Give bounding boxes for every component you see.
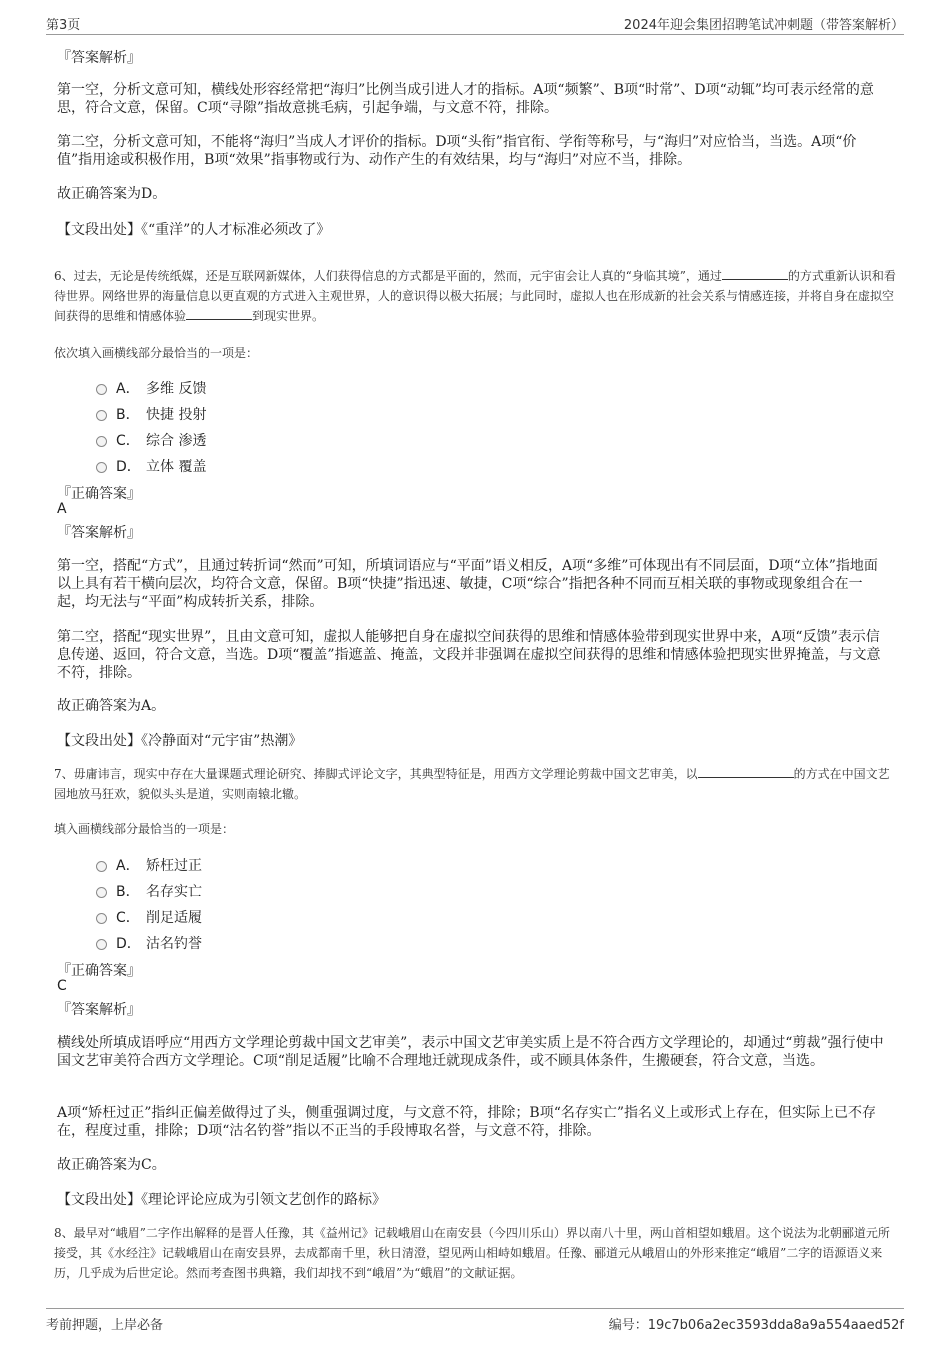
footer-slogan: 考前押题，上岸必备 xyxy=(46,1318,164,1333)
radio-icon[interactable] xyxy=(96,913,107,924)
q7-stem xyxy=(54,764,896,804)
option-letter: C． xyxy=(116,433,140,449)
option-text: 削足适履 xyxy=(146,910,202,926)
radio-icon[interactable] xyxy=(96,384,107,395)
option-text: 名存实亡 xyxy=(146,884,202,900)
option-letter: A． xyxy=(116,381,140,397)
q5-answer-statement: 故正确答案为D。 xyxy=(57,186,167,202)
q7-answer-label: 『正确答案』 xyxy=(57,963,141,979)
q7-prompt: 填入画横线部分最恰当的一项是： xyxy=(54,822,235,836)
q6-prompt: 依次填入画横线部分最恰当的一项是： xyxy=(54,346,259,360)
option-letter: D． xyxy=(116,459,141,475)
q6-blank-1 xyxy=(722,268,788,280)
q5-source: 【文段出处】《“重洋”的人才标准必须改了》 xyxy=(57,222,331,238)
page-number: 第3页 xyxy=(46,18,81,33)
q6-answer-statement: 故正确答案为A。 xyxy=(57,698,166,714)
q6-blank-2 xyxy=(186,308,252,320)
option-letter: D． xyxy=(116,936,141,952)
radio-icon[interactable] xyxy=(96,861,107,872)
q6-stem-part3: 到现实世界。 xyxy=(252,309,325,323)
page-header xyxy=(46,12,904,35)
q6-analysis-label: 『答案解析』 xyxy=(57,525,141,541)
q6-analysis-p2: 第二空，搭配“现实世界”，且由文意可知，虚拟人能够把自身在虚拟空间获得的思维和情感体验带到现实世界中来，A项“反馈”表示信息传递、返回，符合文意，当选。D项“覆盖”指遮盖、掩盖，文段并非强调在虚拟空间获得的思维和情感体验把现实世界掩盖，与文意不符，排除。 xyxy=(57,629,881,681)
q7-answer-statement: 故正确答案为C。 xyxy=(57,1157,166,1173)
option-letter: B． xyxy=(116,407,140,423)
option-text: 快捷 投射 xyxy=(146,407,207,423)
page-footer xyxy=(46,1308,904,1333)
option-letter: B． xyxy=(116,884,140,900)
q8-stem: 8、最早对“峨眉”二字作出解释的是晋人任豫，其《益州记》记载峨眉山在南安县（今四川乐山）界以南八十里，两山首相望如蛾眉。这个说法为北朝郦道元所接受，其《水经注》记载峨眉山在南安县界，去成都南千里，秋日清澄，望见两山相峙如蛾眉。任豫、郦道元从峨眉山的外形来推定“峨眉”二字的语源语义来历，几乎成为后世定论。然而考查图书典籍，我们却找不到“峨眉”为“蛾眉”的文献证据。 xyxy=(54,1226,890,1280)
q5-analysis-p2: 第二空，分析文意可知，不能将“海归”当成人才评价的指标。D项“头衔”指官衔、学衔等称号，与“海归”对应恰当，当选。A项“价值”指用途或积极作用，B项“效果”指事物或行为、动作产生的有效结果，均与“海归”对应不当，排除。 xyxy=(57,134,857,168)
q6-stem xyxy=(54,266,896,326)
option-letter: C． xyxy=(116,910,140,926)
q7-analysis-label: 『答案解析』 xyxy=(57,1002,141,1018)
q6-stem-part1: 6、过去，无论是传统纸媒，还是互联网新媒体，人们获得信息的方式都是平面的，然而，元宇宙会让人真的“身临其境”，通过 xyxy=(54,269,722,283)
q7-stem-part2: 的方式在中国文艺园地放马狂欢，貌似头头是道，实则南辕北辙。 xyxy=(54,767,890,801)
q7-analysis-p2: A项“矫枉过正”指纠正偏差做得过了头，侧重强调过度，与文意不符，排除；B项“名存实亡”指名义上或形式上存在，但实际上已不存在，程度过重，排除；D项“沽名钓誉”指以不正当的手段博取名誉，与文意不符，排除。 xyxy=(57,1105,877,1139)
option-text: 立体 覆盖 xyxy=(146,459,207,475)
q7-blank xyxy=(698,766,794,778)
q6-answer: A xyxy=(57,501,67,517)
option-text: 多维 反馈 xyxy=(146,381,207,397)
radio-icon[interactable] xyxy=(96,939,107,950)
q6-answer-label: 『正确答案』 xyxy=(57,486,141,502)
q5-analysis-label: 『答案解析』 xyxy=(57,50,141,66)
document-title: 2024年迎会集团招聘笔试冲刺题（带答案解析） xyxy=(623,18,904,33)
option-text: 沽名钓誉 xyxy=(146,936,202,952)
document-code: 编号：19c7b06a2ec3593dda8a9a554aaed52f xyxy=(608,1318,904,1333)
q6-analysis-p1: 第一空，搭配“方式”，且通过转折词“然而”可知，所填词语应与“平面”语义相反，A项“多维”可体现出有不同层面，D项“立体”指地面以上具有若干横向层次，均符合文意，保留。B项“快捷”指迅速、敏捷，C项“综合”指把各种不同而互相关联的事物或现象组合在一起，均无法与“平面”构成转折关系，排除。 xyxy=(57,558,878,610)
option-letter: A． xyxy=(116,858,140,874)
radio-icon[interactable] xyxy=(96,887,107,898)
q7-answer: C xyxy=(57,978,67,994)
radio-icon[interactable] xyxy=(96,436,107,447)
option-text: 矫枉过正 xyxy=(146,858,202,874)
q7-source: 【文段出处】《理论评论应成为引领文艺创作的路标》 xyxy=(57,1192,386,1208)
q7-analysis-p1: 横线处所填成语呼应“用西方文学理论剪裁中国文艺审美”，表示中国文艺审美实质上是不符合西方文学理论的，却通过“剪裁”强行使中国文艺审美符合西方文学理论。C项“削足适履”比喻不合理地迁就现成条件，或不顾具体条件，生搬硬套，符合文意，当选。 xyxy=(57,1035,884,1069)
q7-stem-part1: 7、毋庸讳言，现实中存在大量课题式理论研究、捧脚式评论文字，其典型特征是，用西方文学理论剪裁中国文艺审美，以 xyxy=(54,767,698,781)
radio-icon[interactable] xyxy=(96,410,107,421)
radio-icon[interactable] xyxy=(96,462,107,473)
option-text: 综合 渗透 xyxy=(146,433,207,449)
q5-analysis-p1: 第一空，分析文意可知，横线处形容经常把“海归”比例当成引进人才的指标。A项“频繁”、B项“时常”、D项“动辄”均可表示经常的意思，符合文意，保留。C项“寻隙”指故意挑毛病，引起争端，与文意不符，排除。 xyxy=(57,82,874,116)
q6-stem-part2: 的方式重新认识和看待世界。网络世界的海量信息以更直观的方式进入主观世界，人的意识得以极大拓展；与此同时，虚拟人也在形成新的社会关系与情感连接，并将自身在虚拟空间获得的思维和情感体验 xyxy=(54,269,896,323)
q6-source: 【文段出处】《冷静面对“元宇宙”热潮》 xyxy=(57,733,303,749)
